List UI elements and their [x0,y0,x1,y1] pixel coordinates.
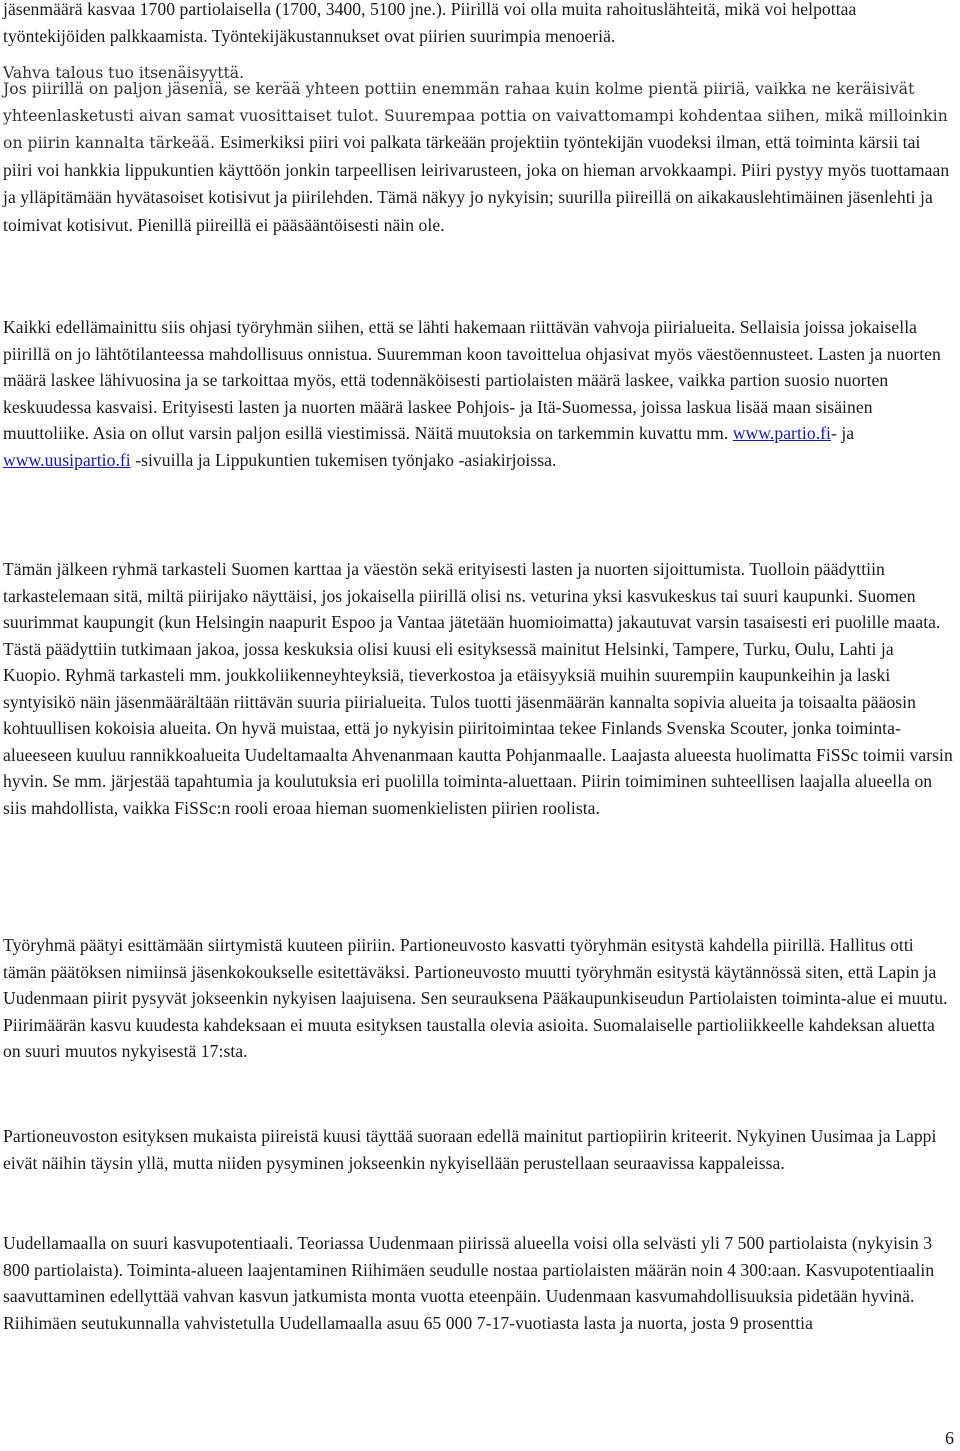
paragraph-intro: jäsenmäärä kasvaa 1700 partiolaisella (1700, 3400, 5100 jne.). Piirillä voi olla muita rahoituslähteitä, mikä voi helpottaa työntekijöiden palkkaamista. Työntekijäkustannukset ovat piirien suurimpia menoeriä. [3,0,857,46]
vahva-text-b: Suurempaa pottia on vaivattomampi kohdentaa siihen, mikä milloinkin on piirin kannalta tärkeää. [3,106,948,152]
paragraph-partioneuvoston: Partioneuvoston esityksen mukaista piireistä kuusi täyttää suoraan edellä mainitut partiopiirin kriteerit. Nykyinen Uusimaa ja Lappi eivät näihin täysin yllä, mutta niiden pysyminen jokseenkin nykyisellään perustellaan seuraavissa kappaleissa. [3,1126,937,1173]
paragraph-uudellamaalla: Uudellamaalla on suuri kasvupotentiaali. Teoriassa Uudenmaan piirissä alueella voisi olla selvästi yli 7 500 partiolaista (nykyisin 3 800 partiolaista). Toiminta-alueen laajentaminen Riihimäen seudulle nostaa partiolaisten määrän noin 4 300:aan. Kasvupotentiaalin saavuttaminen edellyttää vahvan kasvun jatkumista monta vuotta eteenpäin. Uudenmaan kasvumahdollisuuksia pidetään hyvinä. Riihimäen seutukunnalla vahvistetulla Uudellamaalla asuu 65 000 7-17-vuotiasta lasta ja nuorta, josta 9 prosenttia [3,1233,935,1333]
kaikki-text: Kaikki edellämainittu siis ohjasi työryhmän siihen, että se lähti hakemaan riittävän vahvoja piirialueita. Sellaisia joissa jokaisella piirillä on jo lähtötilanteessa mahdollisuus onnistua. Suuremman koon tavoittelua ohjasivat myös väestöennusteet. Lasten ja nuorten määrä laskee lähivuosina ja se tarkoittaa myös, että todennäköisesti partiolaisten määrä laskee, vaikka partion suosio nuorten keskuudessa kasvaisi. Erityisesti lasten ja nuorten määrä laskee Pohjois- ja Itä-Suomessa, joissa laskua lisää maan sisäinen muuttoliike. Asia on ollut varsin paljon esillä viestimissä. Näitä muutoksia on tarkemmin kuvattu mm. [3,317,941,443]
link-uusipartio[interactable]: www.uusipartio.fi [3,449,131,470]
paragraph-tyoryhma: Työryhmä päätyi esittämään siirtymistä kuuteen piiriin. Partioneuvosto kasvatti työryhmän esitystä kahdella piirillä. Hallitus otti tämän päätöksen nimiinsä jäsenkokoukselle esitettäväksi. Partioneuvosto muutti työryhmän esitystä käytännössä siten, että Lapin ja Uudenmaan piirit pysyvät jokseenkin nykyisen laajuisena. Sen seurauksena Pääkaupunkiseudun Partiolaisten toiminta-alue ei muutu. Piirimäärän kasvu kuudesta kahdeksaan ei muuta esityksen taustalla olevia asioita. Suomalaiselle partioliikkeelle kahdeksan aluetta on suuri muutos nykyisestä 17:sta. [3,935,948,1061]
paragraph-taman: Tämän jälkeen ryhmä tarkasteli Suomen karttaa ja väestön sekä erityisesti lasten ja nuorten sijoittumista. Tuolloin päädyttiin tarkastelemaan sitä, miltä piirijako näyttäisi, jos jokaisella piirillä olisi ns. veturina yksi kasvukeskus tai suuri kaupunki. Suomen suurimmat kaupungit (kun Helsingin naapurit Espoo ja Vantaa jätetään huomioimatta) jakautuvat varsin tasaisesti eri puolille maata. Tästä päädyttiin tutkimaan jakoa, jossa keskuksia olisi kuusi eli esityksessä mainitut Helsinki, Tampere, Turku, Oulu, Lahti ja Kuopio. Ryhmä tarkasteli mm. joukkoliikenneyhteyksiä, tieverkostoa ja etäisyyksiä muihin suurempiin kaupunkeihin ja laski syntyisikö näin jäsenmäärältään riittävän suuria piirialueita. Tulos tuotti jäsenmäärän kannalta sopivia alueita ja toisaalta pääosin kohtuullisen kokoisia alueita. On hyvä muistaa, että jo nykyisin piiritoimintaa tekee Finlands Svenska Scouter, jonka toiminta-alueeseen kuuluu rannikkoalueita Uudeltamaalta Ahvenanmaan kautta Pohjanmaalle. Laajasta alueesta huolimatta FiSSc toimii varsin hyvin. Se mm. järjestää tapahtumia ja koulutuksia eri puolilla toiminta-aluettaan. Piirin toimiminen suhteellisen laajalla alueella on siis mahdollista, vaikka FiSSc:n rooli eroaa hieman suomenkielisten piirien roolista. [3,559,953,818]
vahva-text-c: Esimerkiksi piiri voi palkata tärkeään projektiin työntekijän vuodeksi ilman, että toiminta kärsii tai piiri voi hankkia lippukuntien käyttöön jonkin tarpeellisen leirivarusteen, joka on hieman arvokkaampi. Piiri pystyy myös tuottamaan ja ylläpitämään hyvätasoiset kotisivut ja piirilehden. Tämä näkyy jo nykyisin; suurilla piireillä on aikakauslehtimäinen jäsenlehti ja toimivat kotisivut. Pienillä piireillä ei pääsääntöisesti näin ole. [3,132,950,235]
paragraph-kaikki [3,314,953,473]
link-partio[interactable]: www.partio.fi [732,423,831,443]
paragraph-vahva-talous [3,76,953,239]
paragraph-heading-vahva: Vahva talous tuo itsenäisyyttä. [3,64,245,82]
kaikki-end: -sivuilla ja Lippukuntien tukemisen työnjako -asiakirjoissa. [135,449,557,470]
kaikki-mid: - ja [831,423,855,443]
vahva-text-a: Jos piirillä on paljon jäseniä, se kerää yhteen pottiin enemmän rahaa kuin kolme pientä piiriä, vaikka ne keräisivät yhteenlasketusti aivan samat vuosittaiset tulot. [3,80,915,125]
page-number: 6 [945,1428,954,1448]
